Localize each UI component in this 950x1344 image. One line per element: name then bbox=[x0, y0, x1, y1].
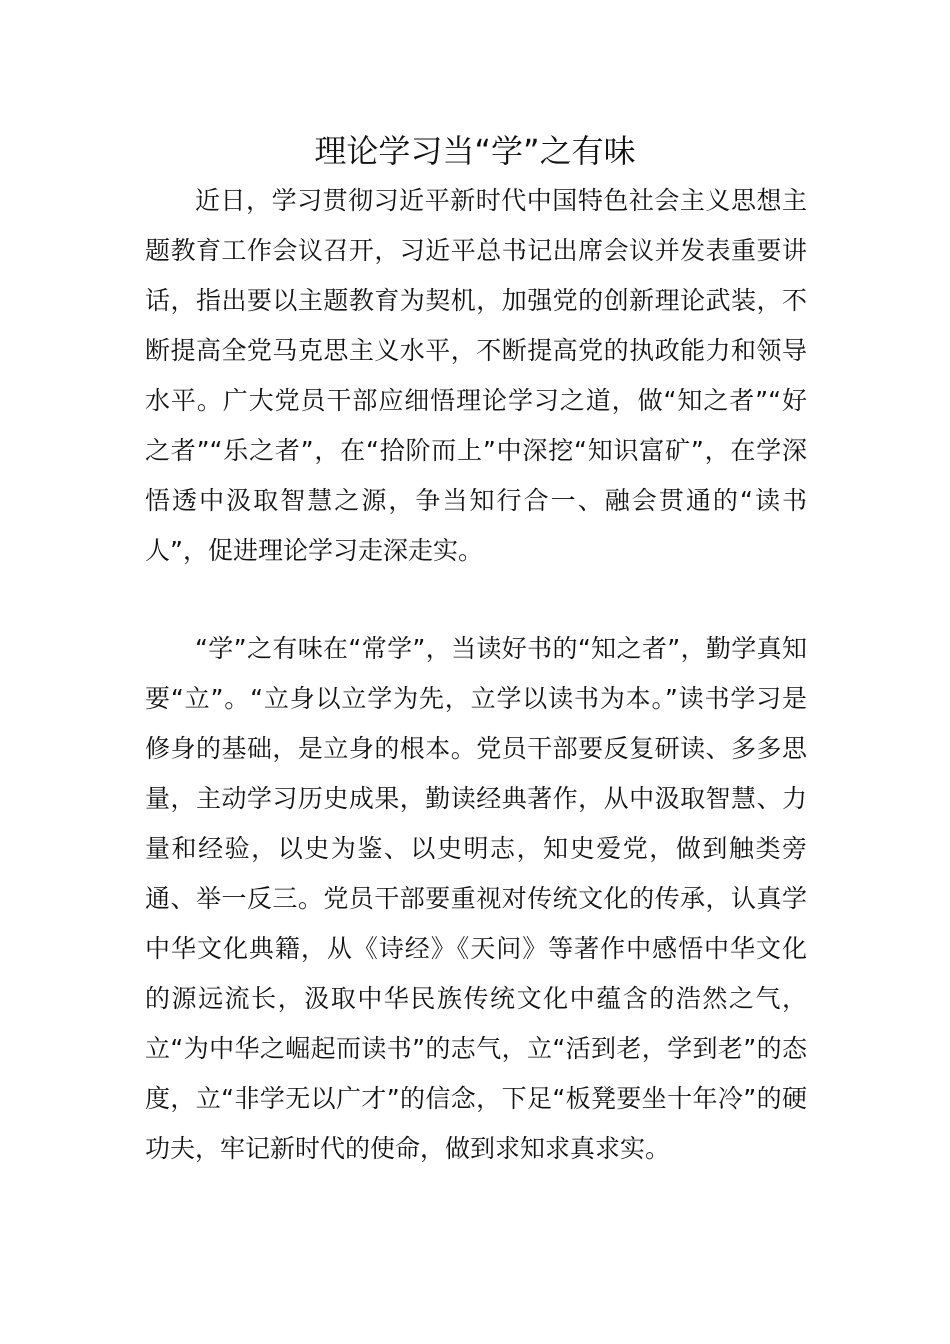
paragraph-2: “学”之有味在“常学”，当读好书的“知之者”，勤学真知要“立”。“立身以立学为先，立学以读书为本。”读书学习是修身的基础，是立身的根本。党员干部要反复研读、多多思量，主动学习历史成果，勤读经典著作，从中汲取智慧、力量和经验，以史为鉴、以史明志，知史爱党，做到触类旁通、举一反三。党员干部要重视对传统文化的传承，认真学中华文化典籍，从《诗经》《天问》等著作中感悟中华文化的源远流长，汲取中华民族传统文化中蕴含的浩然之气，立“为中华之崛起而读书”的志气，立“活到老，学到老”的态度，立“非学无以广才”的信念，下足“板凳要坐十年冷”的硬功夫，牢记新时代的使命，做到求知求真求实。 bbox=[145, 634, 807, 1163]
paragraph-1: 近日，学习贯彻习近平新时代中国特色社会主义思想主题教育工作会议召开，习近平总书记出席会议并发表重要讲话，指出要以主题教育为契机，加强党的创新理论武装，不断提高全党马克思主义水平，不断提高党的执政能力和领导水平。广大党员干部应细悟理论学习之道，做“知之者”“好之者”“乐之者”，在“拾阶而上”中深挖“知识富矿”，在学深悟透中汲取智慧之源，争当知行合一、融会贯通的“读书人”，促进理论学习走深走实。 bbox=[145, 186, 807, 565]
document-title: 理论学习当“学”之有味 bbox=[314, 132, 636, 170]
